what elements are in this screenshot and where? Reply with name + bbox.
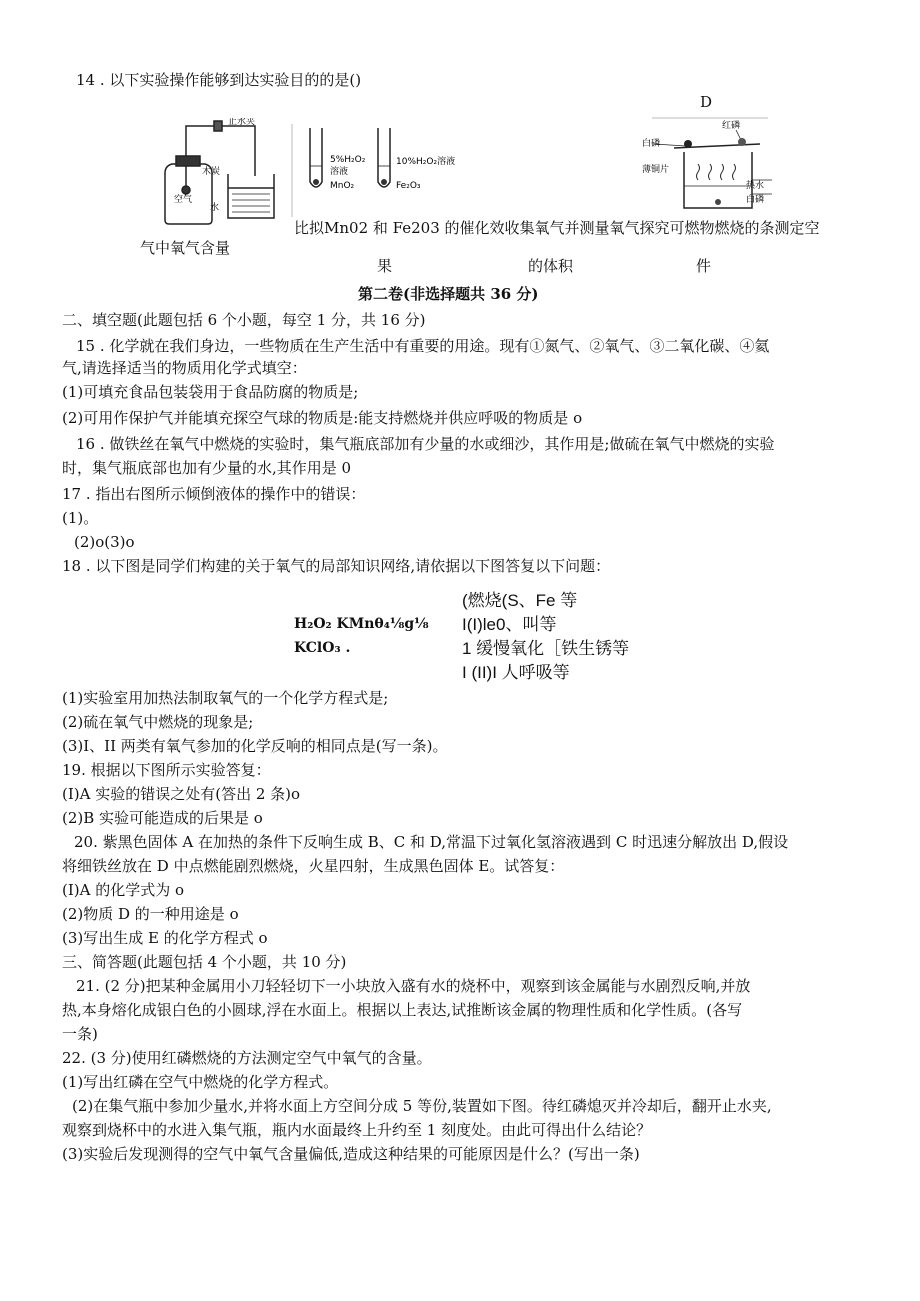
label-copper-sheet: 薄铜片 [642, 165, 670, 175]
q16-line1: 16 . 做铁丝在氧气中燃烧的实验时，集气瓶底部加有少量的水或细沙，其作用是;做硫在氧气中燃烧的实验 [76, 435, 775, 453]
q20-line2: 将细铁丝放在 D 中点燃能剧烈燃烧，火星四射，生成黑色固体 E。试答复： [62, 857, 565, 875]
q21-line2: 热,本身熔化成银白色的小圆球,浮在水面上。根据以上表达,试推断该金属的物理性质和化学性质。(各写 [62, 1001, 743, 1019]
q18-diagram-slow-oxidation: 1 缓慢氧化［铁生锈等 [462, 639, 630, 658]
q15-line4: (2)可用作保护气并能填充探空气球的物质是:能支持燃烧并供应呼吸的物质是 o [62, 409, 583, 427]
label-white-phosphorus: 白磷 [642, 139, 661, 149]
q22-line1: 22. (3 分)使用红磷燃烧的方法测定空气中氧气的含量。 [62, 1049, 432, 1067]
q16-line2: 时，集气瓶底部也加有少量的水,其作用是 0 [62, 459, 352, 477]
label-h2o2-5: 5%H₂O₂ [330, 155, 366, 165]
label-fe2o3: Fe₂O₃ [396, 181, 421, 191]
q18-diagram-class-1: I(I)le0、叫等 [462, 615, 557, 634]
q21-line1: 21. (2 分)把某种金属用小刀轻轻切下一小块放入盛有水的烧杯中，观察到该金属能与水剧烈反响,并放 [76, 977, 751, 995]
label-solution: 溶液 [330, 167, 349, 177]
q19-line2: (I)A 实验的错误之处有(答出 2 条)o [62, 785, 301, 803]
q14-caption-a: 气中氧气含量 [140, 239, 231, 257]
q22-line3: (2)在集气瓶中参加少量水,并将水面上方空间分成 5 等份,装置如下图。待红磷熄灭并冷却后，翻开止水夹, [72, 1097, 772, 1115]
q22-line2: (1)写出红磷在空气中燃烧的化学方程式。 [62, 1073, 339, 1091]
section3-title: 三、简答题(此题包括 4 个小题，共 10 分) [62, 953, 347, 971]
q15-line3: (1)可填充食品包装袋用于食品防腐的物质是; [62, 383, 359, 401]
label-clamp: 止水夹 [228, 118, 256, 127]
q22-line5: (3)实验后发现测得的空气中氧气含量偏低,造成这种结果的可能原因是什么？(写出一条) [62, 1145, 640, 1163]
q20-line1: 20. 紫黑色固体 A 在加热的条件下反响生成 B、C 和 D,常温下过氧化氢溶液遇到 C 时迅速分解放出 D,假设 [74, 833, 789, 851]
q17-line1: 17 . 指出右图所示倾倒液体的操作中的错误： [62, 485, 366, 503]
label-red-phosphorus: 红磷 [722, 121, 741, 131]
q18-diagram-class-2: I (II)I 人呼吸等 [462, 663, 570, 682]
q20-line3: (I)A 的化学式为 o [62, 881, 185, 899]
label-hot-water: 热水 [746, 181, 765, 191]
q18-question3: (3)I、II 两类有氧气参加的化学反响的相同点是(写一条)。 [62, 737, 448, 755]
q20-line4: (2)物质 D 的一种用途是 o [62, 905, 239, 923]
label-white-phosphorus-2: 白磷 [746, 195, 765, 205]
q18-line1: 18 . 以下图是同学们构建的关于氧气的局部知识网络,请依据以下图答复以下问题： [62, 557, 611, 575]
q15-line2: 气,请选择适当的物质用化学式填空： [62, 359, 307, 377]
section2-title: 二、填空题(此题包括 6 个小题，每空 1 分，共 16 分) [62, 311, 426, 329]
q21-line3: 一条) [62, 1025, 98, 1043]
label-air: 空气 [174, 195, 193, 205]
q19-line1: 19. 根据以下图所示实验答复： [62, 761, 271, 779]
q14-caption-b: 果 [377, 257, 393, 275]
figure-d-label: D [700, 93, 713, 111]
q18-diagram-kclo3: KClO₃ . [294, 640, 351, 656]
figure-a-apparatus [150, 118, 280, 228]
figure-b-test-tubes [288, 122, 478, 222]
q20-line5: (3)写出生成 E 的化学方程式 o [62, 929, 268, 947]
part2-title: 第二卷(非选择题共 36 分) [358, 285, 539, 303]
q17-line2: (1)。 [62, 509, 99, 527]
figure-d-combustion [640, 114, 780, 214]
q14-caption-d: 件 [696, 257, 712, 275]
label-charcoal: 木炭 [202, 167, 221, 177]
q19-line3: (2)B 实验可能造成的后果是 o [62, 809, 263, 827]
label-water: 水 [210, 203, 220, 213]
label-h2o2-10: 10%H₂O₂溶液 [396, 157, 456, 167]
q14-stem: 14 . 以下实验操作能够到达实验目的的是() [76, 71, 362, 89]
q18-diagram-combustion: (燃烧(S、Fe 等 [462, 591, 578, 610]
q14-caption-c: 的体积 [528, 257, 574, 275]
q18-question2: (2)硫在氧气中燃烧的现象是; [62, 713, 254, 731]
q17-line3: (2)o(3)o [74, 533, 135, 551]
q18-diagram-reactants: H₂O₂ KMnθ₄⅛g⅛ [294, 616, 429, 632]
q14-caption-row1: 比拟Mn02 和 Fe203 的催化效收集氧气并测量氧气探究可燃物燃烧的条测定空 [294, 219, 820, 237]
q22-line4: 观察到烧杯中的水进入集气瓶，瓶内水面最终上升约至 1 刻度处。由此可得出什么结论？ [62, 1121, 652, 1139]
q18-question1: (1)实验室用加热法制取氧气的一个化学方程式是; [62, 689, 389, 707]
q15-line1: 15 . 化学就在我们身边，一些物质在生产生活中有重要的用途。现有①氮气、②氧气、③二氧化碳、④氦 [76, 337, 770, 355]
label-mno2: MnO₂ [330, 181, 355, 191]
